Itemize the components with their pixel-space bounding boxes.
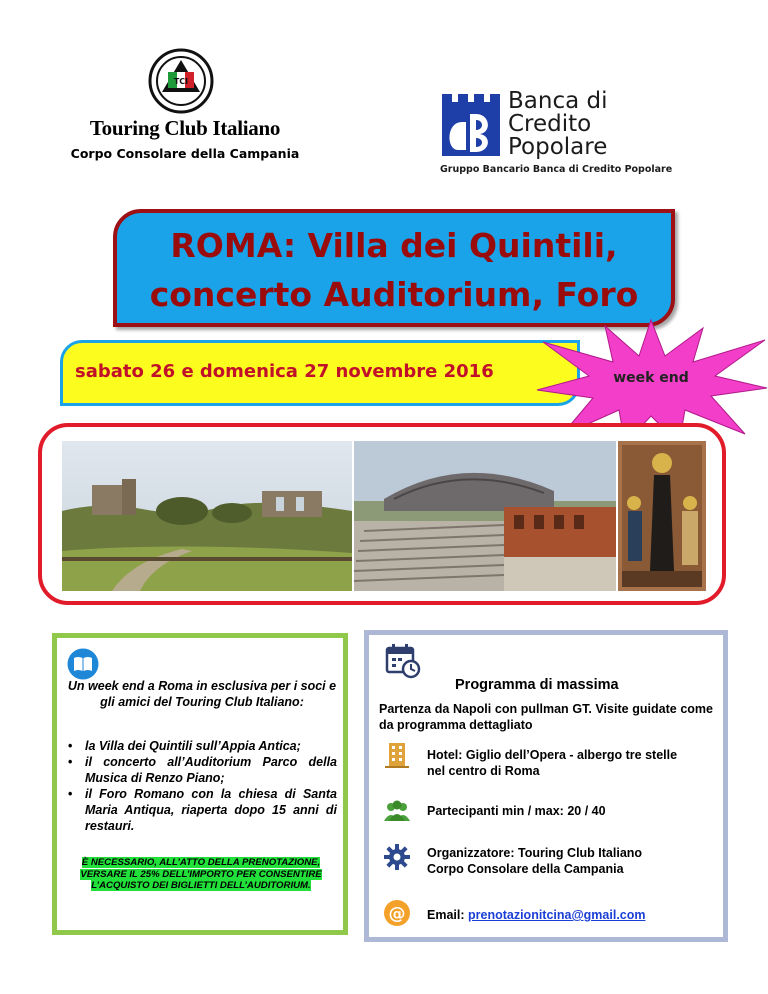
intro-text: Un week end a Roma in esclusiva per i soci e gli amici del Touring Club Italiano: (67, 679, 337, 709)
event-date: sabato 26 e domenica 27 novembre 2016 (75, 361, 494, 382)
hotel-text: Hotel: Giglio dell’Opera - albergo tre stelle nel centro di Roma (427, 748, 678, 778)
villa-photo (62, 441, 352, 591)
people-icon (383, 797, 411, 825)
book-icon (67, 648, 99, 680)
list-item: • la Villa dei Quintili sull’Appia Antica; (65, 738, 337, 754)
organizer-line-2: Corpo Consolare della Campania (427, 862, 624, 876)
highlights-list (65, 738, 337, 834)
email-text: Email: prenotazionitcina@gmail.com (427, 908, 646, 922)
bcp-group: Gruppo Bancario Banca di Credito Popolare (440, 164, 673, 175)
tci-emblem-icon (148, 48, 214, 114)
photo-strip (38, 423, 726, 605)
bcp-name-line1: Banca di (508, 88, 608, 114)
bcp-logo (440, 88, 720, 182)
list-item: • il concerto all’Auditorium Parco della Musica di Renzo Piano; (65, 754, 337, 786)
bcp-castle-icon (440, 92, 502, 158)
tci-logo (70, 48, 300, 178)
bcp-name (508, 90, 608, 159)
bcp-name-line3: Popolare (508, 134, 608, 160)
tci-emblem-letters: TCI (173, 77, 189, 86)
title-line-2: concerto Auditorium, Foro (149, 275, 639, 314)
program-box (364, 630, 728, 942)
tci-subtitle: Corpo Consolare della Campania (70, 146, 300, 161)
organizer-line-1: Organizzatore: Touring Club Italiano (427, 846, 643, 860)
building-icon (383, 741, 411, 769)
fresco-photo (618, 441, 706, 591)
email-link[interactable]: prenotazionitcina@gmail.com (468, 908, 646, 922)
weekend-label: week end (613, 370, 689, 386)
participants-text: Partecipanti min / max: 20 / 40 (427, 804, 606, 818)
program-description: Partenza da Napoli con pullman GT. Visite guidate come da programma dettagliato (379, 702, 713, 732)
at-sign-icon (383, 899, 411, 927)
tci-name: Touring Club Italiano (89, 116, 281, 140)
email-label: Email (427, 908, 461, 922)
calendar-clock-icon (385, 643, 421, 679)
title-banner (113, 209, 675, 327)
program-title: Programma di massima (455, 677, 619, 693)
organizer-text (427, 845, 642, 877)
bcp-name-line2: Credito (508, 111, 592, 137)
highlights-box (52, 633, 348, 935)
auditorium-photo (354, 441, 616, 591)
page-title (117, 221, 671, 319)
payment-notice (63, 857, 339, 892)
gear-icon (383, 843, 411, 871)
list-item: • il Foro Romano con la chiesa di Santa Maria Antiqua, riaperta dopo 15 anni di restauri. (65, 786, 337, 834)
title-line-1: ROMA: Villa dei Quintili, (170, 226, 618, 265)
date-banner (60, 340, 580, 406)
payment-notice-text: È NECESSARIO, ALL’ATTO DELLA PRENOTAZIONE, VERSARE IL 25% DELL’IMPORTO PER CONSENTIRE L’ACQUISTO DEI BIGLIETTI DELL’AUDITORIUM. (80, 857, 322, 891)
svg-text:@: @ (388, 904, 406, 924)
